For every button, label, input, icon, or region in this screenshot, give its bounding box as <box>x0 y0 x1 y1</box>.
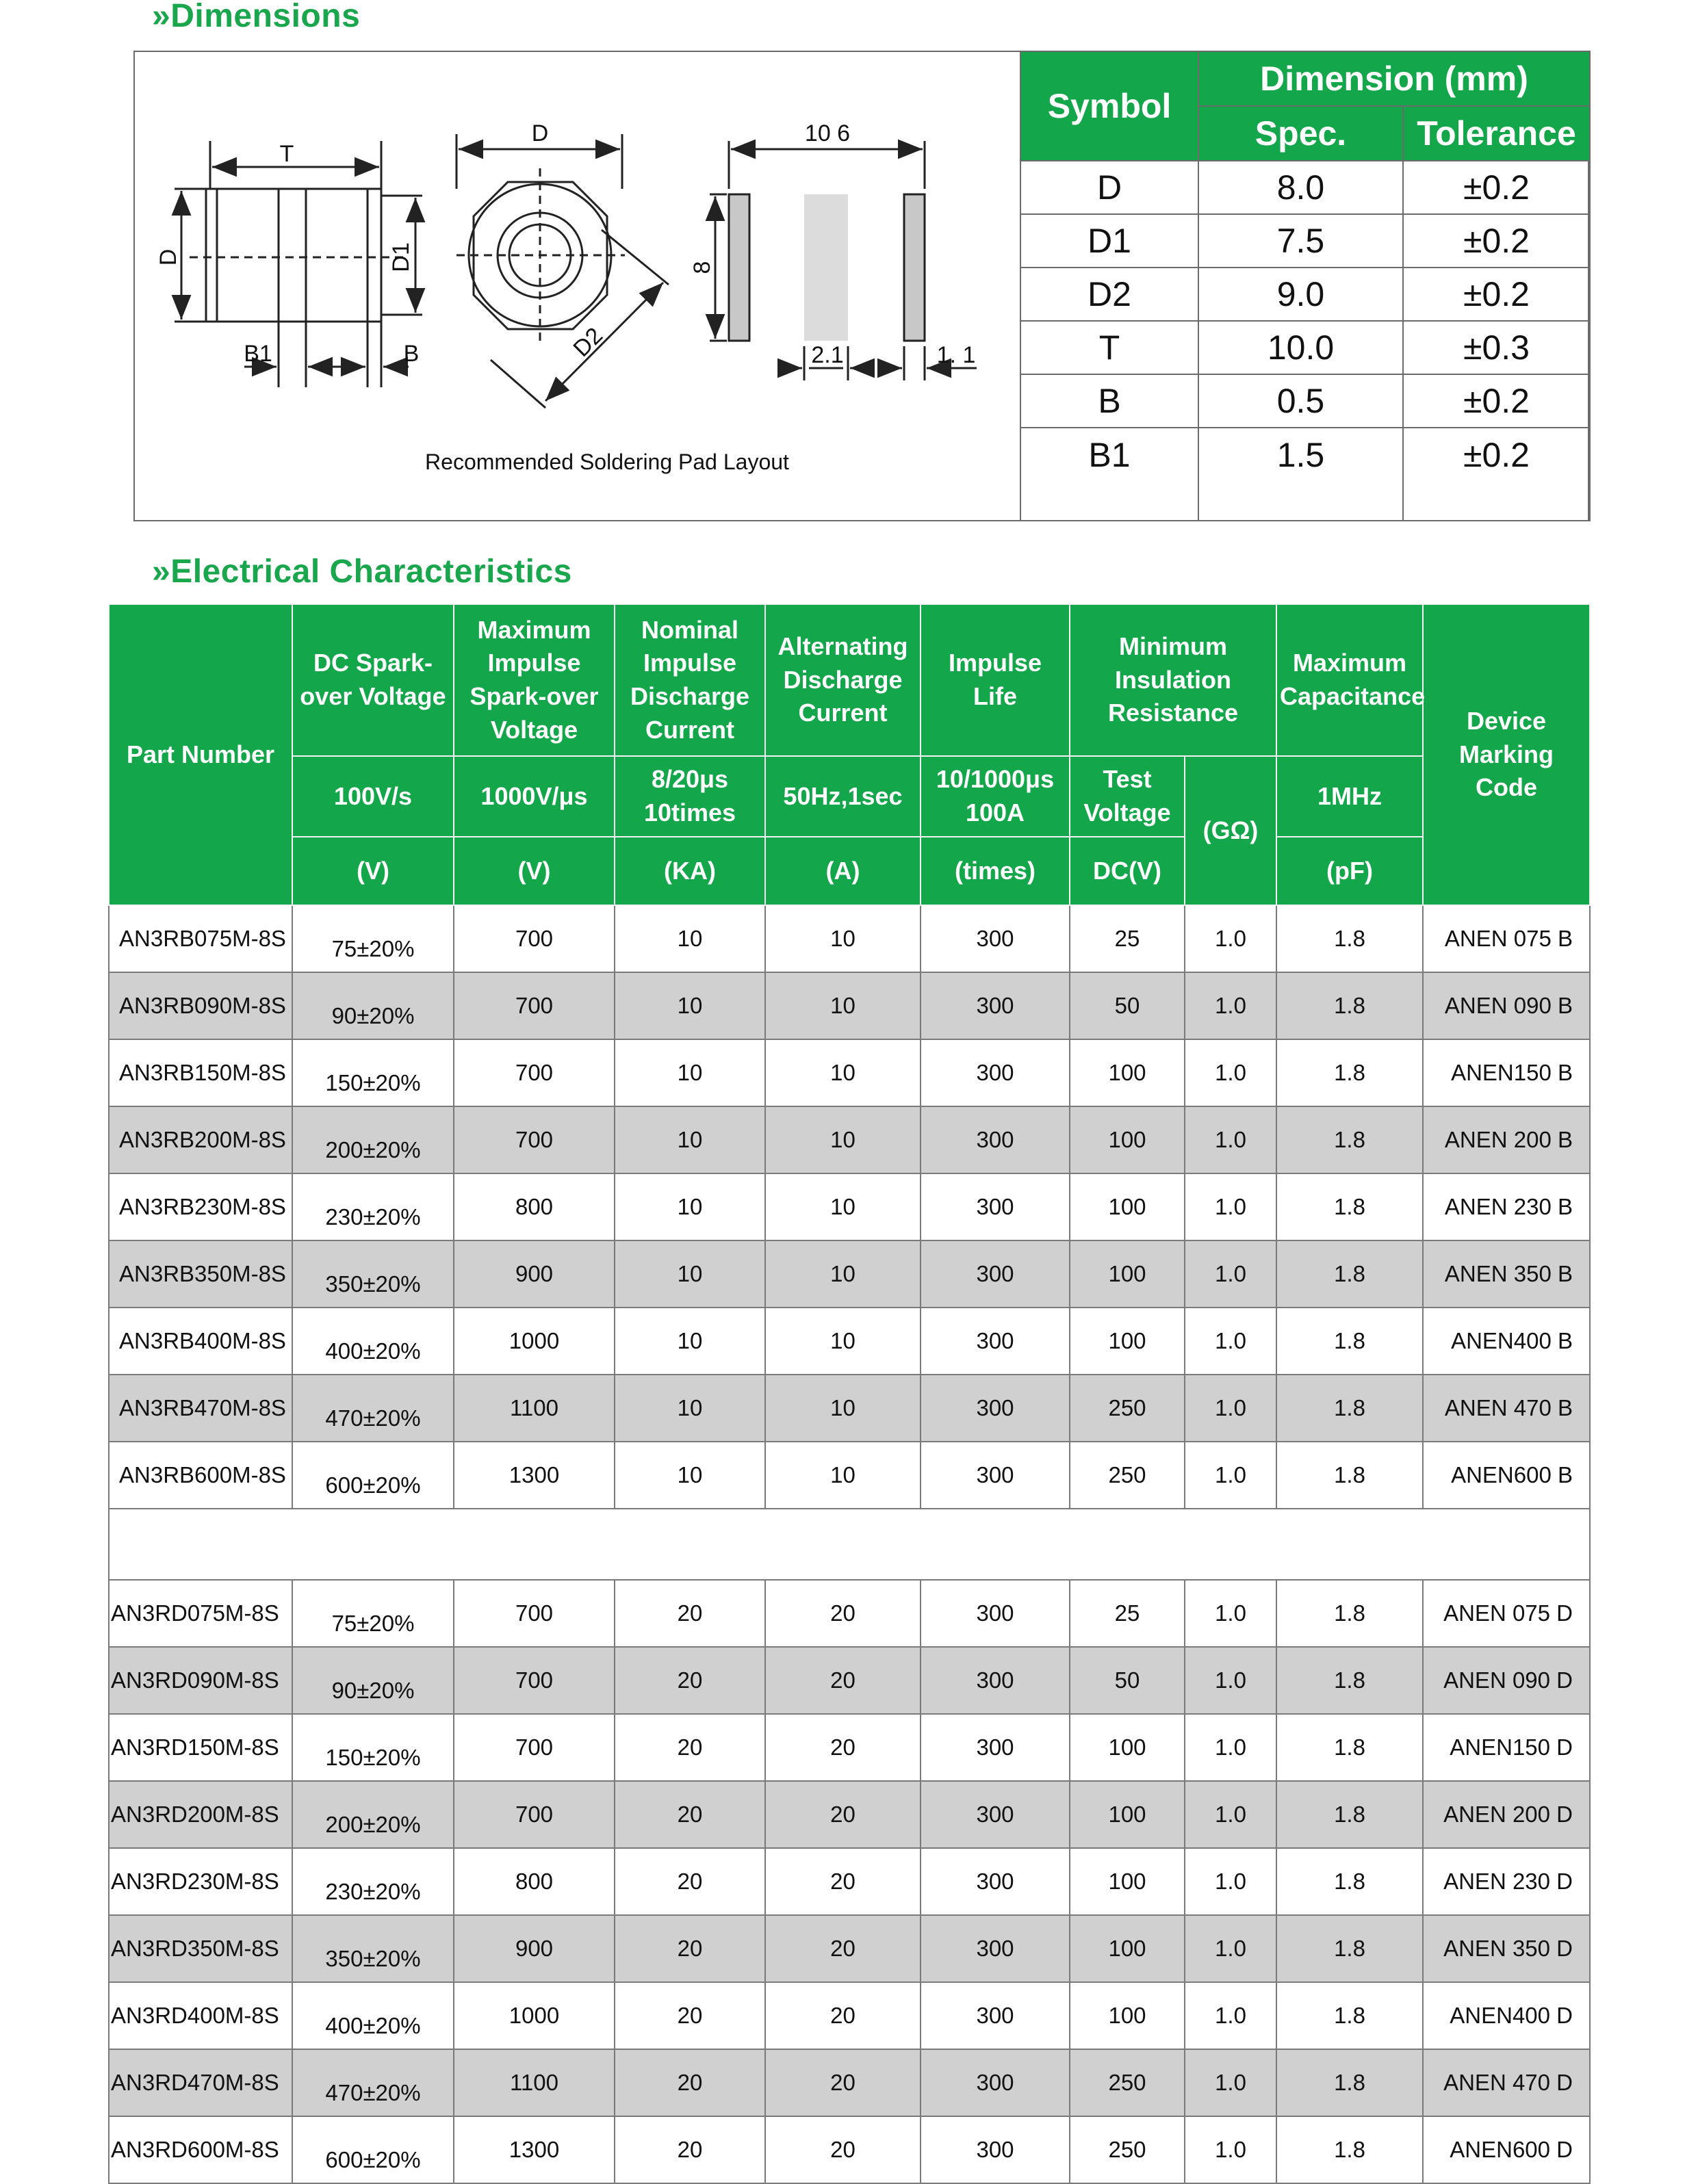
dim-symbol: B1 <box>1020 428 1198 521</box>
dc-voltage: 90±20% <box>292 972 454 1039</box>
cond-nominal-waveform: 8/20μs <box>651 765 729 794</box>
table-row <box>109 1106 1590 1173</box>
insulation-resistance: 1.0 <box>1185 1375 1276 1442</box>
test-voltage: 250 <box>1070 2116 1185 2183</box>
impulse-life: 300 <box>921 1781 1070 1848</box>
test-voltage: 100 <box>1070 1982 1185 2049</box>
part-number: AN3RB600M-8S <box>109 1442 292 1509</box>
insulation-resistance: 1.0 <box>1185 1982 1276 2049</box>
dim-spec: 9.0 <box>1198 268 1403 321</box>
impulse-life: 300 <box>921 1580 1070 1647</box>
unit-impulse-life: (times) <box>921 837 1070 905</box>
marking-code: ANEN400 D <box>1423 1982 1590 2049</box>
nominal-current: 20 <box>615 1982 765 2049</box>
part-number: AN3RD350M-8S <box>109 1915 292 1982</box>
label-t: T <box>279 141 294 167</box>
alternating-current: 10 <box>765 1039 921 1106</box>
dim-row <box>1020 268 1590 321</box>
test-voltage: 100 <box>1070 1039 1185 1106</box>
unit-gohm: (GΩ) <box>1185 756 1276 905</box>
header-part-number: Part Number <box>109 604 292 905</box>
dim-row <box>1020 321 1590 374</box>
dimensions-title <box>152 0 360 35</box>
marking-code: ANEN 090 B <box>1423 972 1590 1039</box>
impulse-life: 300 <box>921 905 1070 972</box>
capacitance: 1.8 <box>1276 1375 1423 1442</box>
electrical-title <box>152 553 572 590</box>
alternating-current: 10 <box>765 1308 921 1375</box>
cond-nominal-times: 10times <box>643 798 736 827</box>
nominal-current: 20 <box>615 2116 765 2183</box>
dim-spec: 8.0 <box>1198 161 1403 214</box>
impulse-life: 300 <box>921 1848 1070 1915</box>
marking-code: ANEN 230 B <box>1423 1173 1590 1240</box>
max-impulse-voltage: 1300 <box>454 1442 615 1509</box>
capacitance: 1.8 <box>1276 972 1423 1039</box>
alternating-current: 20 <box>765 1848 921 1915</box>
impulse-life: 300 <box>921 1375 1070 1442</box>
marking-code: ANEN150 B <box>1423 1039 1590 1106</box>
insulation-resistance: 1.0 <box>1185 1915 1276 1982</box>
dim-row <box>1020 161 1590 214</box>
cond-alternating: 50Hz,1sec <box>765 756 921 837</box>
nominal-current: 20 <box>615 1781 765 1848</box>
marking-code: ANEN 090 D <box>1423 1647 1590 1714</box>
nominal-current: 10 <box>615 1240 765 1308</box>
pad-left <box>729 194 749 341</box>
chevron-icon: » <box>152 0 171 34</box>
alternating-current: 10 <box>765 905 921 972</box>
part-number: AN3RD075M-8S <box>109 1580 292 1647</box>
dim-tolerance: ±0.2 <box>1403 268 1590 321</box>
side-view-cap-left <box>206 189 217 322</box>
insulation-resistance: 1.0 <box>1185 2049 1276 2116</box>
test-voltage: 100 <box>1070 1781 1185 1848</box>
chevron-icon: » <box>152 554 171 590</box>
nominal-current: 10 <box>615 1039 765 1106</box>
marking-code: ANEN 075 B <box>1423 905 1590 972</box>
alternating-current: 20 <box>765 2049 921 2116</box>
cond-dc: 100V/s <box>292 756 454 837</box>
label-d1: D1 <box>388 242 414 272</box>
capacitance: 1.8 <box>1276 1714 1423 1781</box>
dimensions-title-text: Dimensions <box>170 0 361 34</box>
nominal-current: 20 <box>615 1714 765 1781</box>
max-impulse-voltage: 800 <box>454 1848 615 1915</box>
dimensions-box <box>133 51 1589 521</box>
label-d-side: D <box>155 248 181 266</box>
impulse-life: 300 <box>921 1442 1070 1509</box>
insulation-resistance: 1.0 <box>1185 1848 1276 1915</box>
capacitance: 1.8 <box>1276 1106 1423 1173</box>
alternating-current: 10 <box>765 1375 921 1442</box>
capacitance: 1.8 <box>1276 1647 1423 1714</box>
label-pad-b: 1. 1 <box>936 342 976 368</box>
nominal-current: 20 <box>615 1915 765 1982</box>
part-number: AN3RD470M-8S <box>109 2049 292 2116</box>
impulse-life: 300 <box>921 1982 1070 2049</box>
dim-symbol: D2 <box>1020 268 1198 321</box>
header-max-capacitance: Maximum Capacitance <box>1276 604 1423 756</box>
table-row <box>109 1039 1590 1106</box>
dim-row <box>1020 428 1590 521</box>
insulation-resistance: 1.0 <box>1185 1781 1276 1848</box>
label-pad-height: 8 <box>689 261 715 274</box>
capacitance: 1.8 <box>1276 1308 1423 1375</box>
table-row <box>109 1308 1590 1375</box>
dim-tolerance: ±0.3 <box>1403 321 1590 374</box>
alternating-current: 10 <box>765 1442 921 1509</box>
capacitance: 1.8 <box>1276 1173 1423 1240</box>
test-voltage: 100 <box>1070 1714 1185 1781</box>
table-row <box>109 1714 1590 1781</box>
dc-voltage: 350±20% <box>292 1240 454 1308</box>
max-impulse-voltage: 1000 <box>454 1308 615 1375</box>
test-voltage: 100 <box>1070 1848 1185 1915</box>
nominal-current: 10 <box>615 1442 765 1509</box>
marking-code: ANEN 470 B <box>1423 1375 1590 1442</box>
dim-spec: 10.0 <box>1198 321 1403 374</box>
label-pad-width: 10 6 <box>804 120 851 146</box>
max-impulse-voltage: 700 <box>454 1106 615 1173</box>
dim-tolerance: ±0.2 <box>1403 161 1590 214</box>
table-row <box>109 2049 1590 2116</box>
cond-test-voltage: Test Voltage <box>1070 756 1185 837</box>
dim-row <box>1020 214 1590 268</box>
max-impulse-voltage: 1300 <box>454 2116 615 2183</box>
capacitance: 1.8 <box>1276 1982 1423 2049</box>
test-voltage: 250 <box>1070 1442 1185 1509</box>
max-impulse-voltage: 700 <box>454 1039 615 1106</box>
label-d2: D2 <box>568 322 608 363</box>
max-impulse-voltage: 700 <box>454 905 615 972</box>
marking-code: ANEN150 D <box>1423 1714 1590 1781</box>
unit-capacitance: (pF) <box>1276 837 1423 905</box>
unit-nominal: (KA) <box>615 837 765 905</box>
part-number: AN3RD090M-8S <box>109 1647 292 1714</box>
header-dc-spark-over: DC Spark-over Voltage <box>292 604 454 756</box>
nominal-current: 10 <box>615 1173 765 1240</box>
dc-voltage: 150±20% <box>292 1714 454 1781</box>
marking-code: ANEN 350 B <box>1423 1240 1590 1308</box>
max-impulse-voltage: 1100 <box>454 2049 615 2116</box>
marking-code: ANEN 075 D <box>1423 1580 1590 1647</box>
part-number: AN3RD600M-8S <box>109 2116 292 2183</box>
header-symbol: Symbol <box>1020 51 1198 161</box>
capacitance: 1.8 <box>1276 1442 1423 1509</box>
capacitance: 1.8 <box>1276 2049 1423 2116</box>
side-view-band <box>279 189 306 322</box>
dc-voltage: 75±20% <box>292 1580 454 1647</box>
test-voltage: 25 <box>1070 1580 1185 1647</box>
insulation-resistance: 1.0 <box>1185 1240 1276 1308</box>
capacitance: 1.8 <box>1276 1915 1423 1982</box>
part-number: AN3RB200M-8S <box>109 1106 292 1173</box>
test-voltage: 100 <box>1070 1240 1185 1308</box>
marking-code: ANEN 230 D <box>1423 1848 1590 1915</box>
dc-voltage: 350±20% <box>292 1915 454 1982</box>
alternating-current: 20 <box>765 1714 921 1781</box>
max-impulse-voltage: 900 <box>454 1915 615 1982</box>
part-number: AN3RD400M-8S <box>109 1982 292 2049</box>
table-row <box>109 905 1590 972</box>
alternating-current: 20 <box>765 1781 921 1848</box>
part-number: AN3RB350M-8S <box>109 1240 292 1308</box>
table-row <box>109 1240 1590 1308</box>
header-device-marking: Device Marking Code <box>1423 604 1590 905</box>
nominal-current: 20 <box>615 1848 765 1915</box>
unit-max-impulse: (V) <box>454 837 615 905</box>
insulation-resistance: 1.0 <box>1185 1714 1276 1781</box>
impulse-life: 300 <box>921 1647 1070 1714</box>
header-impulse-life: Impulse Life <box>921 604 1070 756</box>
marking-code: ANEN600 B <box>1423 1442 1590 1509</box>
dc-voltage: 470±20% <box>292 2049 454 2116</box>
part-number: AN3RD150M-8S <box>109 1714 292 1781</box>
label-b1: B1 <box>244 341 272 367</box>
header-dimension: Dimension (mm) <box>1198 51 1590 106</box>
table-row <box>109 1375 1590 1442</box>
max-impulse-voltage: 700 <box>454 1647 615 1714</box>
part-number: AN3RD200M-8S <box>109 1781 292 1848</box>
impulse-life: 300 <box>921 1240 1070 1308</box>
table-row <box>109 1915 1590 1982</box>
spacer-cell <box>109 1509 1590 1580</box>
impulse-life: 300 <box>921 972 1070 1039</box>
dim-tolerance: ±0.2 <box>1403 374 1590 428</box>
dimensions-table <box>1020 51 1591 521</box>
max-impulse-voltage: 1000 <box>454 1982 615 2049</box>
dim-tolerance: ±0.2 <box>1403 428 1590 521</box>
table-spacer <box>109 1509 1590 1580</box>
dim-symbol: B <box>1020 374 1198 428</box>
test-voltage: 100 <box>1070 1308 1185 1375</box>
table-row <box>109 1580 1590 1647</box>
cond-max-impulse: 1000V/μs <box>454 756 615 837</box>
insulation-resistance: 1.0 <box>1185 1442 1276 1509</box>
cond-capacitance: 1MHz <box>1276 756 1423 837</box>
insulation-resistance: 1.0 <box>1185 1106 1276 1173</box>
cond-nominal <box>615 756 765 837</box>
test-voltage: 250 <box>1070 2049 1185 2116</box>
electrical-title-text: Electrical Characteristics <box>170 554 572 590</box>
label-b: B <box>403 341 420 367</box>
cond-impulse-life: 10/1000μs 100A <box>921 756 1070 837</box>
header-min-insulation: Minimum Insulation Resistance <box>1070 604 1276 756</box>
capacitance: 1.8 <box>1276 1039 1423 1106</box>
table-row <box>109 1647 1590 1714</box>
nominal-current: 10 <box>615 1308 765 1375</box>
test-voltage: 100 <box>1070 1173 1185 1240</box>
dim-symbol: T <box>1020 321 1198 374</box>
marking-code: ANEN 200 B <box>1423 1106 1590 1173</box>
label-pad-a: 2.1 <box>811 342 844 368</box>
max-impulse-voltage: 700 <box>454 1781 615 1848</box>
nominal-current: 10 <box>615 1375 765 1442</box>
alternating-current: 10 <box>765 1173 921 1240</box>
alternating-current: 10 <box>765 1240 921 1308</box>
part-number: AN3RB470M-8S <box>109 1375 292 1442</box>
header-max-impulse: Maximum Impulse Spark-over Voltage <box>454 604 615 756</box>
alternating-current: 10 <box>765 1106 921 1173</box>
nominal-current: 20 <box>615 1580 765 1647</box>
max-impulse-voltage: 700 <box>454 972 615 1039</box>
part-number: AN3RB230M-8S <box>109 1173 292 1240</box>
dc-voltage: 150±20% <box>292 1039 454 1106</box>
dim-spec: 7.5 <box>1198 214 1403 268</box>
dc-voltage: 75±20% <box>292 905 454 972</box>
insulation-resistance: 1.0 <box>1185 1308 1276 1375</box>
impulse-life: 300 <box>921 1039 1070 1106</box>
max-impulse-voltage: 900 <box>454 1240 615 1308</box>
pad-right <box>904 194 925 341</box>
side-view-cap-right <box>368 189 381 322</box>
insulation-resistance: 1.0 <box>1185 1647 1276 1714</box>
max-impulse-voltage: 700 <box>454 1580 615 1647</box>
marking-code: ANEN 470 D <box>1423 2049 1590 2116</box>
capacitance: 1.8 <box>1276 905 1423 972</box>
header-tolerance: Tolerance <box>1403 106 1590 161</box>
marking-code: ANEN600 D <box>1423 2116 1590 2183</box>
dc-voltage: 90±20% <box>292 1647 454 1714</box>
capacitance: 1.8 <box>1276 1848 1423 1915</box>
dc-voltage: 200±20% <box>292 1781 454 1848</box>
label-d-top: D <box>531 120 549 146</box>
unit-test-voltage: DC(V) <box>1070 837 1185 905</box>
marking-code: ANEN 200 D <box>1423 1781 1590 1848</box>
nominal-current: 10 <box>615 1106 765 1173</box>
capacitance: 1.8 <box>1276 1240 1423 1308</box>
test-voltage: 100 <box>1070 1106 1185 1173</box>
component-diagram <box>135 52 1021 520</box>
test-voltage: 25 <box>1070 905 1185 972</box>
unit-dc: (V) <box>292 837 454 905</box>
impulse-life: 300 <box>921 1714 1070 1781</box>
header-spec: Spec. <box>1198 106 1403 161</box>
table-row <box>109 1442 1590 1509</box>
dc-voltage: 230±20% <box>292 1173 454 1240</box>
nominal-current: 10 <box>615 972 765 1039</box>
test-voltage: 50 <box>1070 972 1185 1039</box>
dim-tolerance: ±0.2 <box>1403 214 1590 268</box>
impulse-life: 300 <box>921 1915 1070 1982</box>
pad-center <box>804 194 848 341</box>
insulation-resistance: 1.0 <box>1185 972 1276 1039</box>
electrical-table <box>108 603 1591 2184</box>
capacitance: 1.8 <box>1276 1781 1423 1848</box>
dc-voltage: 230±20% <box>292 1848 454 1915</box>
alternating-current: 20 <box>765 1915 921 1982</box>
max-impulse-voltage: 700 <box>454 1714 615 1781</box>
table-row <box>109 1848 1590 1915</box>
test-voltage: 250 <box>1070 1375 1185 1442</box>
impulse-life: 300 <box>921 1308 1070 1375</box>
table-row <box>109 1173 1590 1240</box>
dc-voltage: 200±20% <box>292 1106 454 1173</box>
table-row <box>109 1781 1590 1848</box>
capacitance: 1.8 <box>1276 1580 1423 1647</box>
part-number: AN3RB150M-8S <box>109 1039 292 1106</box>
max-impulse-voltage: 800 <box>454 1173 615 1240</box>
nominal-current: 10 <box>615 905 765 972</box>
table-row <box>109 1982 1590 2049</box>
dc-voltage: 400±20% <box>292 1308 454 1375</box>
part-number: AN3RB075M-8S <box>109 905 292 972</box>
table-row <box>109 972 1590 1039</box>
dc-voltage: 600±20% <box>292 2116 454 2183</box>
table-body-d-series <box>109 1580 1590 2183</box>
impulse-life: 300 <box>921 1173 1070 1240</box>
insulation-resistance: 1.0 <box>1185 1580 1276 1647</box>
dc-voltage: 600±20% <box>292 1442 454 1509</box>
header-alternating-discharge: Alternating Discharge Current <box>765 604 921 756</box>
diagram-caption: Recommended Soldering Pad Layout <box>425 450 789 474</box>
impulse-life: 300 <box>921 2049 1070 2116</box>
alternating-current: 20 <box>765 1982 921 2049</box>
max-impulse-voltage: 1100 <box>454 1375 615 1442</box>
alternating-current: 20 <box>765 1647 921 1714</box>
table-body-b-series <box>109 905 1590 1509</box>
impulse-life: 300 <box>921 1106 1070 1173</box>
insulation-resistance: 1.0 <box>1185 905 1276 972</box>
dc-voltage: 400±20% <box>292 1982 454 2049</box>
impulse-life: 300 <box>921 2116 1070 2183</box>
unit-alternating: (A) <box>765 837 921 905</box>
test-voltage: 100 <box>1070 1915 1185 1982</box>
capacitance: 1.8 <box>1276 2116 1423 2183</box>
part-number: AN3RD230M-8S <box>109 1848 292 1915</box>
dim-row <box>1020 374 1590 428</box>
nominal-current: 20 <box>615 2049 765 2116</box>
table-row <box>109 2116 1590 2183</box>
insulation-resistance: 1.0 <box>1185 2116 1276 2183</box>
alternating-current: 10 <box>765 972 921 1039</box>
dim-symbol: D1 <box>1020 214 1198 268</box>
dc-voltage: 470±20% <box>292 1375 454 1442</box>
part-number: AN3RB400M-8S <box>109 1308 292 1375</box>
marking-code: ANEN 350 D <box>1423 1915 1590 1982</box>
marking-code: ANEN400 B <box>1423 1308 1590 1375</box>
alternating-current: 20 <box>765 2116 921 2183</box>
insulation-resistance: 1.0 <box>1185 1173 1276 1240</box>
nominal-current: 20 <box>615 1647 765 1714</box>
dim-symbol: D <box>1020 161 1198 214</box>
dim-spec: 1.5 <box>1198 428 1403 521</box>
header-nominal-discharge: Nominal Impulse Discharge Current <box>615 604 765 756</box>
dim-spec: 0.5 <box>1198 374 1403 428</box>
alternating-current: 20 <box>765 1580 921 1647</box>
insulation-resistance: 1.0 <box>1185 1039 1276 1106</box>
part-number: AN3RB090M-8S <box>109 972 292 1039</box>
test-voltage: 50 <box>1070 1647 1185 1714</box>
